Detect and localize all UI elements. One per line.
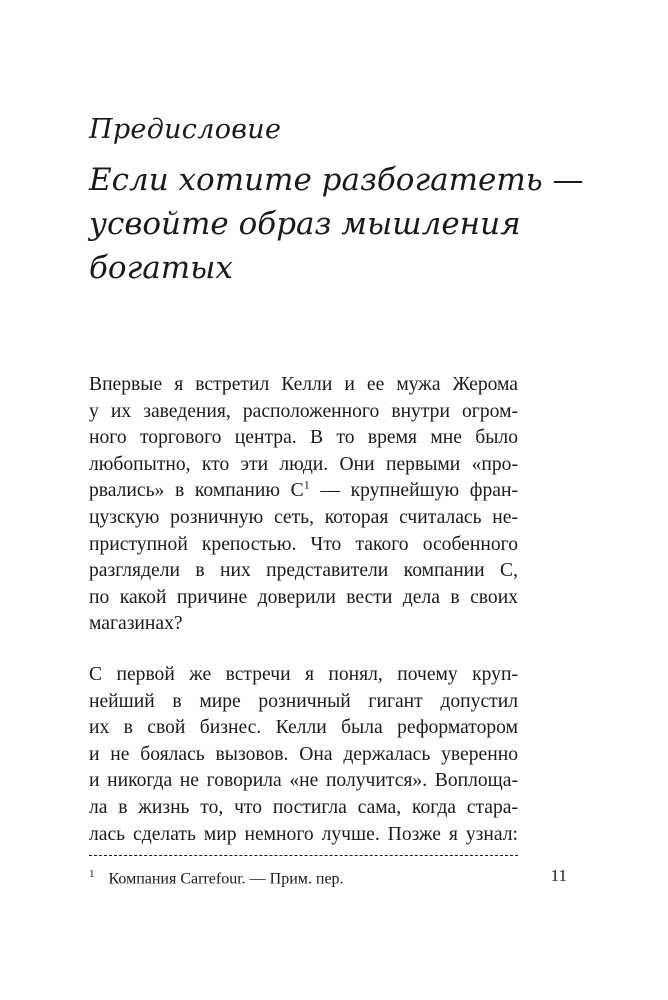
text-line: ного торгового центра. В то время мне было (89, 427, 518, 449)
chapter-title-line: Если хотите разбогатеть — (89, 162, 584, 198)
text-line: и никогда не говорила «не получится». Воплоща- (89, 770, 518, 792)
text-line: по какой причине доверили вести дела в своих (89, 586, 518, 608)
footnote-text: Компания Carrefour. — Прим. пер. (108, 870, 344, 888)
paragraph-1 (89, 372, 518, 638)
text-line: приступной крепостью. Что такого особенного (89, 533, 518, 555)
chapter-title-line: усвойте образ мышления (89, 206, 521, 242)
footnote-divider (89, 855, 518, 856)
chapter-kicker: Предисловие (89, 114, 282, 145)
footnote-number: 1 (89, 868, 95, 880)
text-line: Впервые я встретил Келли и ее мужа Жерома (89, 374, 518, 395)
text-line: ла в жизнь то, что постигла сама, когда стара- (89, 796, 518, 818)
chapter-title-line: богатых (89, 250, 233, 286)
text-line: магазинах? (89, 613, 183, 635)
text-line: разглядели в них представители компании С, (89, 560, 518, 582)
text-line-with-footnote-ref (89, 478, 518, 505)
text-line: лась сделать мир немного лучше. Позже я узнал: (89, 823, 518, 845)
text-line: у их заведения, расположенного внутри огром- (89, 400, 518, 422)
text-line: С первой же встречи я понял, почему круп- (89, 663, 518, 685)
text-fragment: рвались» в компанию С (89, 480, 304, 502)
footnote-reference[interactable]: 1 (303, 477, 310, 492)
footnote (89, 868, 344, 888)
paragraph-2 (89, 662, 518, 848)
text-line: цузскую розничную сеть, которая считалась не- (89, 506, 518, 528)
text-line: их в свой бизнес. Келли была реформатором (89, 717, 518, 739)
chapter-title (89, 158, 584, 290)
text-line: любопытно, кто эти люди. Они первыми «про- (89, 453, 518, 475)
text-line: нейший в мире розничный гигант допустил (89, 690, 518, 712)
page-number: 11 (550, 866, 567, 885)
chapter-heading (89, 112, 584, 290)
body-text (89, 372, 518, 848)
text-line: и не боялась вызовов. Она держалась уверенно (89, 743, 518, 765)
text-fragment: — крупнейшую фран- (309, 480, 518, 502)
